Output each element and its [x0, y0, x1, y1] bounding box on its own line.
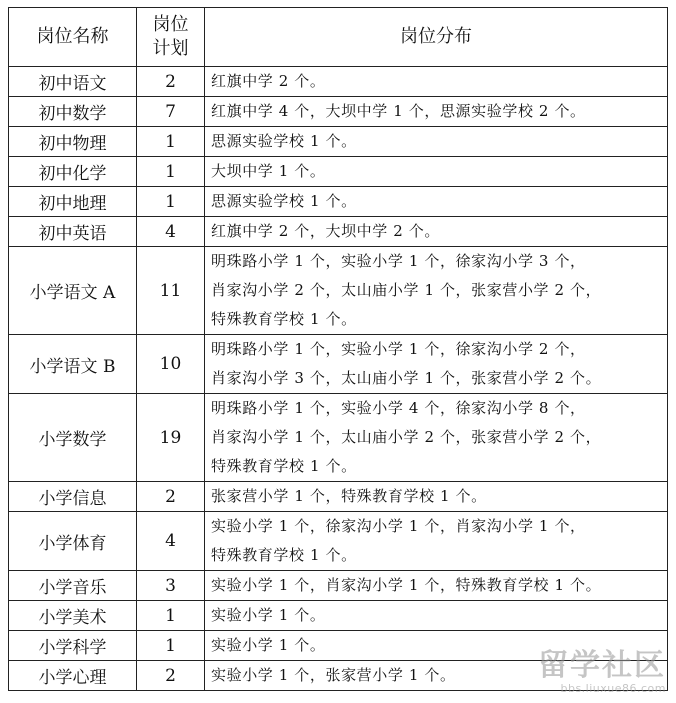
position-distribution-cell [205, 571, 668, 601]
table-body [9, 67, 668, 691]
position-name-cell: 小学音乐 [9, 571, 137, 601]
watermark-logo-text: 留学社区 [538, 648, 666, 683]
distribution-line: 特殊教育学校 1 个。 [211, 546, 357, 564]
position-count-cell: 3 [137, 571, 205, 601]
distribution-line: 红旗中学 2 个，大坝中学 2 个。 [211, 222, 440, 240]
distribution-line: 肖家沟小学 1 个，太山庙小学 2 个，张家营小学 2 个， [211, 428, 602, 446]
position-name-cell: 初中语文 [9, 67, 137, 97]
position-name-cell: 小学语文 A [9, 247, 137, 335]
header-position-name: 岗位名称 [9, 8, 137, 67]
watermark-url: bbs.liuxue86.com [560, 682, 666, 695]
table-row [9, 67, 668, 97]
position-name-cell: 小学科学 [9, 631, 137, 661]
distribution-line: 思源实验学校 1 个。 [211, 132, 357, 150]
watermark [538, 650, 666, 695]
table-row [9, 157, 668, 187]
position-count-cell: 4 [137, 217, 205, 247]
position-count-cell: 4 [137, 512, 205, 571]
distribution-line: 肖家沟小学 3 个，太山庙小学 1 个，张家营小学 2 个。 [211, 369, 602, 387]
distribution-line: 明珠路小学 1 个，实验小学 4 个，徐家沟小学 8 个， [211, 399, 586, 417]
distribution-line: 实验小学 1 个。 [211, 636, 326, 654]
table-row [9, 601, 668, 631]
position-count-cell: 2 [137, 482, 205, 512]
position-name-cell: 初中物理 [9, 127, 137, 157]
position-distribution-cell [205, 601, 668, 631]
distribution-line: 红旗中学 2 个。 [211, 72, 326, 90]
distribution-line: 特殊教育学校 1 个。 [211, 457, 357, 475]
position-distribution-cell [205, 335, 668, 394]
position-name-cell: 小学语文 B [9, 335, 137, 394]
table-row [9, 571, 668, 601]
position-distribution-cell [205, 127, 668, 157]
distribution-line: 实验小学 1 个，徐家沟小学 1 个，肖家沟小学 1 个， [211, 517, 586, 535]
position-count-cell: 1 [137, 187, 205, 217]
table-row [9, 394, 668, 482]
position-name-cell: 小学数学 [9, 394, 137, 482]
header-position-distribution: 岗位分布 [205, 8, 668, 67]
position-count-cell: 1 [137, 601, 205, 631]
table-row [9, 512, 668, 571]
distribution-line: 肖家沟小学 2 个，太山庙小学 1 个，张家营小学 2 个， [211, 281, 602, 299]
position-count-cell: 11 [137, 247, 205, 335]
position-name-cell: 初中化学 [9, 157, 137, 187]
positions-table [8, 7, 668, 691]
position-distribution-cell [205, 247, 668, 335]
distribution-line: 大坝中学 1 个。 [211, 162, 326, 180]
table-row [9, 97, 668, 127]
position-distribution-cell [205, 67, 668, 97]
position-count-cell: 10 [137, 335, 205, 394]
position-distribution-cell [205, 97, 668, 127]
table-row [9, 482, 668, 512]
position-count-cell: 7 [137, 97, 205, 127]
position-distribution-cell [205, 482, 668, 512]
position-name-cell: 初中数学 [9, 97, 137, 127]
position-name-cell: 小学体育 [9, 512, 137, 571]
position-distribution-cell [205, 394, 668, 482]
distribution-line: 红旗中学 4 个，大坝中学 1 个，思源实验学校 2 个。 [211, 102, 586, 120]
position-name-cell: 初中地理 [9, 187, 137, 217]
position-count-cell: 2 [137, 661, 205, 691]
header-position-plan [137, 8, 205, 67]
distribution-line: 张家营小学 1 个，特殊教育学校 1 个。 [211, 487, 487, 505]
position-distribution-cell [205, 187, 668, 217]
position-count-cell: 19 [137, 394, 205, 482]
position-distribution-cell [205, 157, 668, 187]
distribution-line: 实验小学 1 个，张家营小学 1 个。 [211, 666, 456, 684]
distribution-line: 明珠路小学 1 个，实验小学 1 个，徐家沟小学 3 个， [211, 252, 586, 270]
position-name-cell: 小学心理 [9, 661, 137, 691]
header-plan-line2: 计划 [152, 38, 189, 59]
header-plan-line1: 岗位 [152, 14, 189, 35]
position-name-cell: 小学信息 [9, 482, 137, 512]
distribution-line: 特殊教育学校 1 个。 [211, 310, 357, 328]
table-row [9, 247, 668, 335]
header-row [9, 8, 668, 67]
position-name-cell: 初中英语 [9, 217, 137, 247]
distribution-line: 实验小学 1 个。 [211, 606, 326, 624]
table-row [9, 187, 668, 217]
distribution-line: 实验小学 1 个，肖家沟小学 1 个，特殊教育学校 1 个。 [211, 576, 602, 594]
position-distribution-cell [205, 512, 668, 571]
distribution-line: 思源实验学校 1 个。 [211, 192, 357, 210]
position-count-cell: 1 [137, 157, 205, 187]
position-name-cell: 小学美术 [9, 601, 137, 631]
table-row [9, 217, 668, 247]
position-count-cell: 1 [137, 631, 205, 661]
table-row [9, 127, 668, 157]
distribution-line: 明珠路小学 1 个，实验小学 1 个，徐家沟小学 2 个， [211, 340, 586, 358]
position-count-cell: 1 [137, 127, 205, 157]
position-distribution-cell [205, 217, 668, 247]
table-row [9, 335, 668, 394]
position-count-cell: 2 [137, 67, 205, 97]
